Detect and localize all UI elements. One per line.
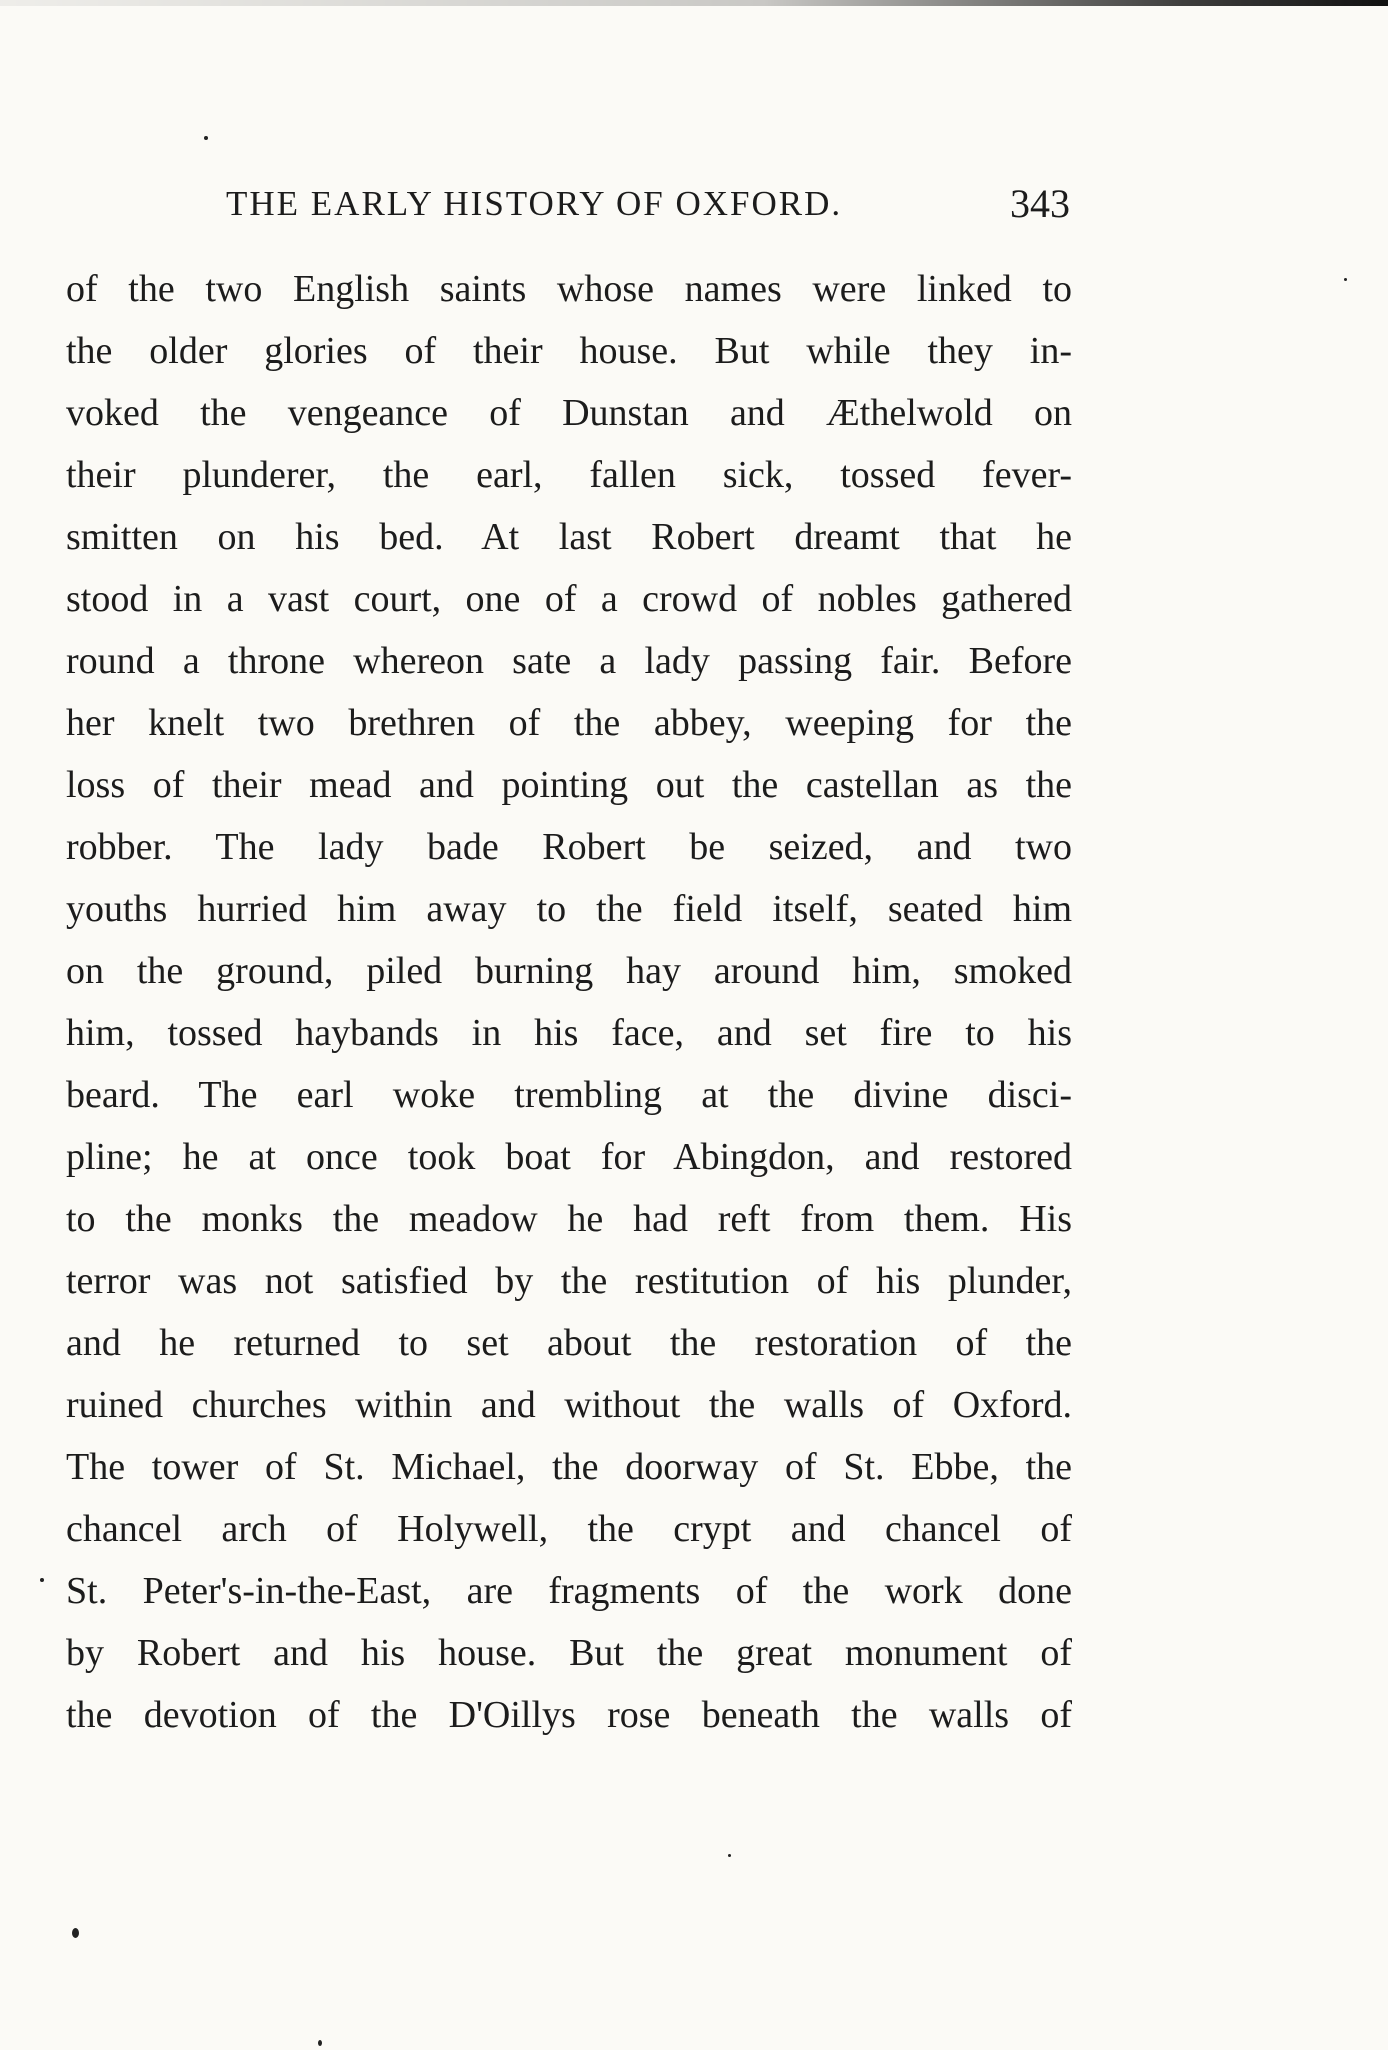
running-title: THE EARLY HISTORY OF OXFORD. [226,184,843,223]
text-line: her knelt two brethren of the abbey, weeping for the [66,702,1072,744]
text-line: youths hurried him away to the field itself, seated him [66,888,1072,930]
text-line: of the two English saints whose names were linked to [66,268,1072,310]
scan-speck [1344,278,1347,281]
scan-edge-shadow [0,0,1388,6]
text-line: and he returned to set about the restoration of the [66,1322,1072,1364]
text-line: chancel arch of Holywell, the crypt and chancel of [66,1508,1072,1550]
scan-speck [318,2040,322,2046]
text-line: him, tossed haybands in his face, and set fire to his [66,1012,1072,1054]
text-line: terror was not satisfied by the restitution of his plunder, [66,1260,1072,1302]
scan-speck [72,1928,79,1938]
text-line: the devotion of the D'Oillys rose beneath the walls of [66,1694,1072,1736]
text-line: The tower of St. Michael, the doorway of St. Ebbe, the [66,1446,1072,1488]
scan-speck [204,136,208,140]
text-line: St. Peter's-in-the-East, are fragments of the work done [66,1570,1072,1612]
text-line: round a throne whereon sate a lady passing fair. Before [66,640,1072,682]
text-line: smitten on his bed. At last Robert dreamt that he [66,516,1072,558]
text-line: to the monks the meadow he had reft from them. His [66,1198,1072,1240]
text-line: beard. The earl woke trembling at the divine disci- [66,1074,1072,1116]
body-text [66,258,1072,1746]
text-line: by Robert and his house. But the great monument of [66,1632,1072,1674]
text-line: robber. The lady bade Robert be seized, and two [66,826,1072,868]
page-header [66,178,1072,230]
text-line: pline; he at once took boat for Abingdon, and restored [66,1136,1072,1178]
scan-speck [40,1578,44,1582]
text-line: voked the vengeance of Dunstan and Æthelwold on [66,392,1072,434]
text-line: ruined churches within and without the walls of Oxford. [66,1384,1072,1426]
page-number: 343 [1010,181,1070,226]
text-line: their plunderer, the earl, fallen sick, tossed fever- [66,454,1072,496]
scan-speck [728,1854,731,1857]
text-line: on the ground, piled burning hay around him, smoked [66,950,1072,992]
text-line: loss of their mead and pointing out the castellan as the [66,764,1072,806]
text-line: the older glories of their house. But while they in- [66,330,1072,372]
text-line: stood in a vast court, one of a crowd of nobles gathered [66,578,1072,620]
